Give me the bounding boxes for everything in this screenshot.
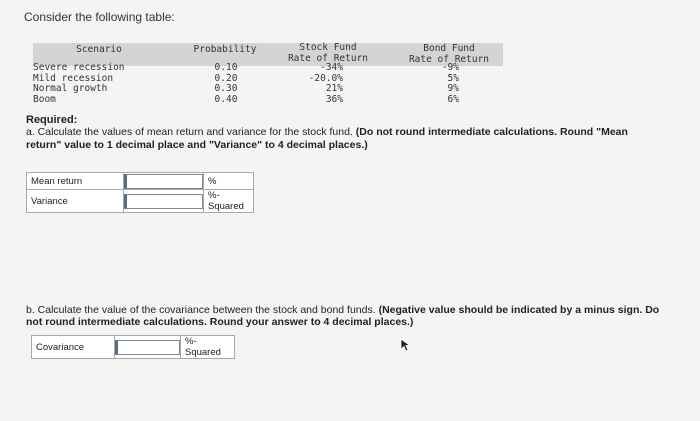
cell-probability: 0.10 [214, 62, 238, 73]
part-a-text: a. Calculate the values of mean return and variance for the stock fund. [26, 126, 353, 138]
answer-row-covariance [32, 336, 235, 359]
cell-probability: 0.20 [214, 72, 238, 84]
covariance-unit: %-Squared [181, 336, 235, 359]
answer-row-mean-return [27, 173, 254, 190]
part-b-instructions [26, 304, 676, 328]
cell-scenario: Normal growth [33, 83, 108, 94]
part-b-answer-table [31, 335, 235, 359]
mean-return-unit: % [204, 173, 254, 190]
mean-return-cell [124, 173, 204, 190]
table-row [33, 63, 503, 74]
variance-unit: %-Squared [204, 190, 254, 213]
cell-bond-return: 5% [447, 72, 459, 84]
cell-stock-return: 21% [325, 83, 343, 94]
variance-input-box[interactable] [124, 194, 203, 209]
mean-return-input[interactable] [127, 175, 202, 188]
cell-bond-return: -9% [441, 62, 459, 73]
table-row [33, 84, 503, 95]
header-bond-fund: Bond Fund Rate of Return [408, 43, 490, 65]
variance-input[interactable] [127, 195, 202, 208]
mouse-pointer-icon [400, 338, 412, 352]
part-b-note: (Negative value should be indicated by a minus sign. Do not round intermediate calculations. Round your answer to 4 decimal places.) [26, 304, 660, 328]
table-body [33, 62, 503, 108]
header-probability: Probability [193, 44, 257, 55]
intro-text: Consider the following table: [24, 10, 175, 24]
cell-scenario: Mild recession [33, 72, 114, 84]
part-a-instructions [26, 126, 666, 151]
part-b-text: b. Calculate the value of the covariance between the stock and bond funds. [26, 304, 376, 316]
variance-cell [124, 190, 204, 213]
cell-stock-return: -20.0% [308, 72, 343, 84]
covariance-input-box[interactable] [115, 340, 180, 355]
covariance-label: Covariance [32, 336, 115, 359]
cell-scenario: Severe recession [33, 62, 125, 73]
variance-label: Variance [27, 190, 124, 213]
mean-return-label: Mean return [27, 173, 124, 190]
cell-stock-return: 36% [325, 93, 343, 105]
cell-probability: 0.30 [214, 83, 238, 94]
covariance-cell [115, 336, 181, 359]
answer-row-variance [27, 190, 254, 213]
table-row [33, 95, 503, 106]
header-scenario: Scenario [76, 44, 122, 55]
part-a-answer-table [26, 172, 254, 213]
cell-bond-return: 6% [447, 93, 459, 105]
data-table [33, 43, 503, 108]
cell-stock-return: -34% [320, 62, 343, 73]
cell-probability: 0.40 [214, 93, 238, 105]
covariance-input[interactable] [118, 341, 179, 354]
header-stock-fund: Stock Fund Rate of Return [287, 42, 369, 64]
required-heading: Required: [26, 114, 78, 126]
part-a-note: (Do not round intermediate calculations. Round "Mean return" value to 1 decimal place and "Variance" to 4 decimal places.) [26, 126, 628, 151]
cell-scenario: Boom [33, 93, 56, 105]
mean-return-input-box[interactable] [124, 174, 203, 189]
cell-bond-return: 9% [447, 83, 459, 94]
